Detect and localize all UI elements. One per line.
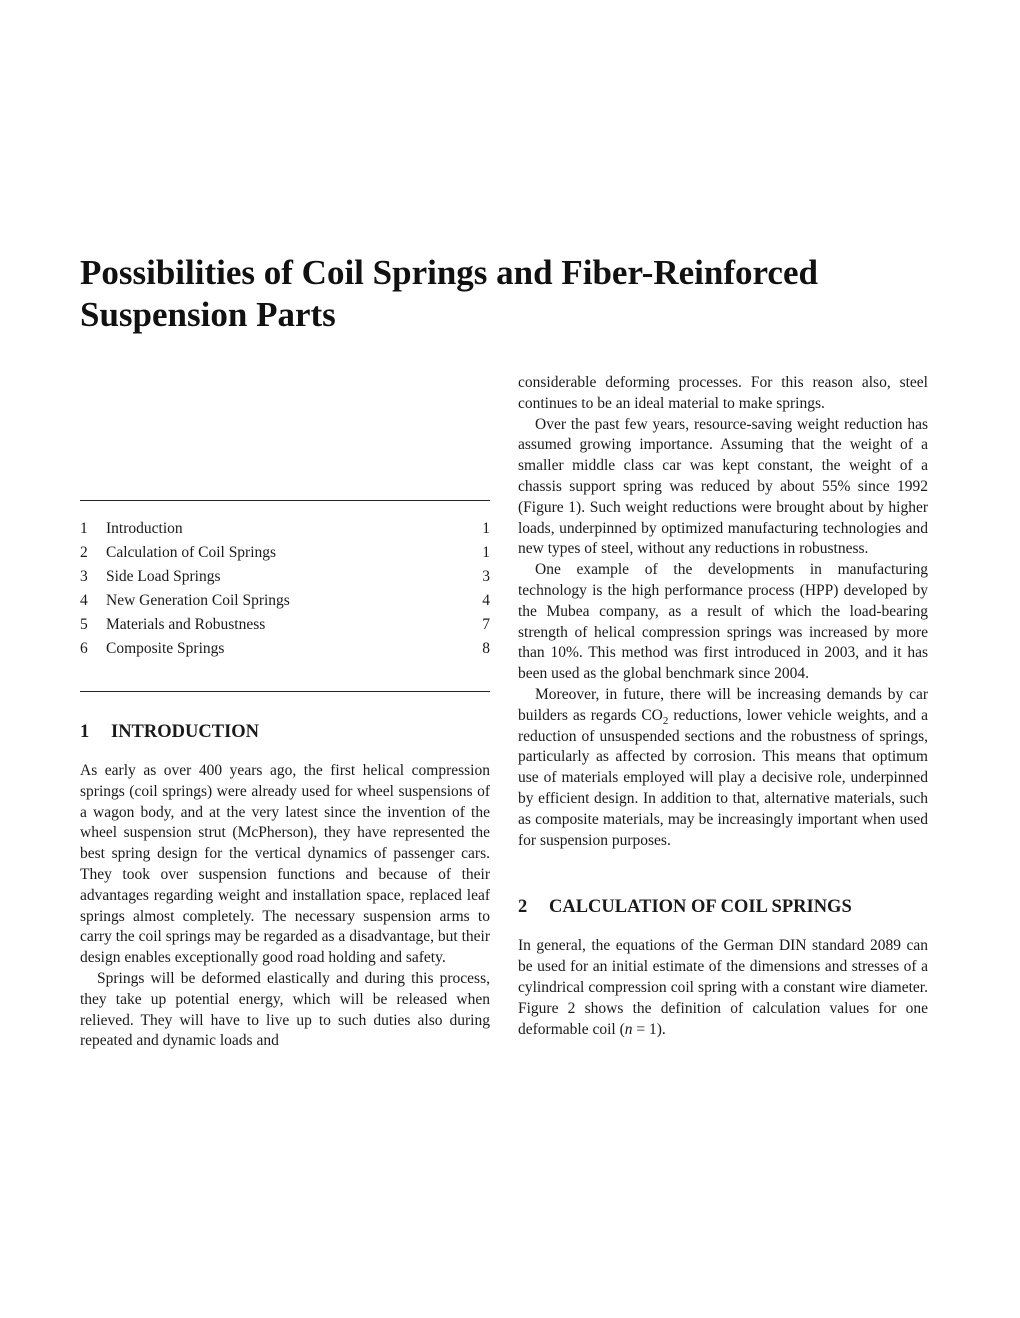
section-heading-calculation: [518, 895, 928, 919]
toc-label: New Generation Coil Springs: [106, 592, 290, 609]
toc-page: 1: [482, 544, 490, 561]
body-paragraph: considerable deforming processes. For this reason also, steel continues to be an ideal material to make springs.: [518, 374, 928, 412]
toc-entry[interactable]: [80, 517, 490, 541]
toc-label: Materials and Robustness: [106, 616, 266, 633]
body-paragraph: One example of the developments in manufacturing technology is the high performance process (HPP) developed by the Mubea company, as a result of which the load-bearing strength of helical compression springs was increased by more than 10%. This method was first introduced in 2003, and it has been used as the global benchmark since 2004.: [518, 561, 928, 683]
paragraph-text: Moreover, in future, there will be increasing demands by car builders as regards CO: [518, 685, 928, 724]
subscript: 2: [662, 714, 669, 727]
body-paragraph: Over the past few years, resource-saving weight reduction has assumed growing importance. Assuming that the weight of a smaller middle class car was kept constant, the weight of a chassis support spring was reduced by about 55% since 1992 (Figure 1). Such weight reductions were brought about by higher loads, underpinned by optimized manufacturing technologies and new types of steel, without any reductions in robustness.: [518, 415, 928, 558]
toc-entry[interactable]: [80, 589, 490, 613]
toc-entry[interactable]: [80, 613, 490, 637]
toc-page: 8: [482, 640, 490, 657]
body-paragraph: [518, 685, 928, 851]
toc-page: 4: [482, 592, 490, 609]
toc-number: 2: [80, 544, 88, 561]
section-number: 1: [80, 722, 90, 742]
toc-number: 3: [80, 568, 88, 585]
toc-number: 4: [80, 592, 88, 609]
math-variable: n: [624, 1020, 633, 1038]
paper-title: Possibilities of Coil Springs and Fiber-Reinforced Suspension Parts: [80, 253, 818, 334]
toc-number: 5: [80, 616, 88, 633]
toc-entry[interactable]: [80, 637, 490, 661]
section-number: 2: [518, 897, 528, 918]
toc-number: 1: [80, 520, 88, 537]
toc-page: 3: [482, 568, 490, 585]
paragraph-text: ).: [656, 1020, 666, 1038]
toc-page: 1: [482, 520, 490, 537]
toc-label: Side Load Springs: [106, 568, 221, 585]
section-title: CALCULATION OF COIL SPRINGS: [549, 897, 852, 918]
toc-label: Composite Springs: [106, 640, 225, 657]
toc-entry[interactable]: [80, 565, 490, 589]
toc-label: Calculation of Coil Springs: [106, 544, 277, 561]
math-expression: = 1: [632, 1020, 657, 1038]
right-column: [518, 373, 928, 1040]
table-of-contents: [80, 500, 490, 692]
section-title: INTRODUCTION: [111, 722, 260, 742]
paragraph-text: reductions, lower vehicle weights, and a reduction of unsuspended sections and the robustness of springs, particularly as affected by corrosion. This means that optimum use of materials employed will play a decisive role, underpinned by efficient design. In addition to that, alternative materials, such as composite materials, may be increasingly important when used for suspension purposes.: [518, 706, 928, 849]
body-paragraph: As early as over 400 years ago, the first helical compression springs (coil springs) were already used for wheel suspensions of a wagon body, and at the very latest since the invention of the wheel suspension strut (McPherson), they have represented the best spring design for the vertical dynamics of passenger cars. They took over suspension functions and because of their advantages regarding weight and installation space, replaced leaf springs almost completely. The necessary suspension arms to carry the coil springs may be regarded as a disadvantage, but their design enables exceptionally good road holding and safety.: [80, 762, 490, 967]
toc-number: 6: [80, 640, 88, 657]
toc-entry[interactable]: [80, 541, 490, 565]
toc-label: Introduction: [106, 520, 183, 537]
paragraph-text: In general, the equations of the German DIN standard 2089 can be used for an initial estimate of the dimensions and stresses of a cylindrical compression coil spring with a constant wire diameter. Figure 2 shows the definition of calculation values for one deformable coil (: [518, 937, 928, 1038]
section-heading-introduction: [80, 720, 490, 744]
body-paragraph: Springs will be deformed elastically and during this process, they take up potential energy, which will be released when relieved. They will have to live up to such duties also during repeated and dynamic loads and: [80, 969, 490, 1050]
toc-page: 7: [482, 616, 490, 633]
body-paragraph: [518, 936, 928, 1040]
left-column: [80, 500, 490, 1052]
